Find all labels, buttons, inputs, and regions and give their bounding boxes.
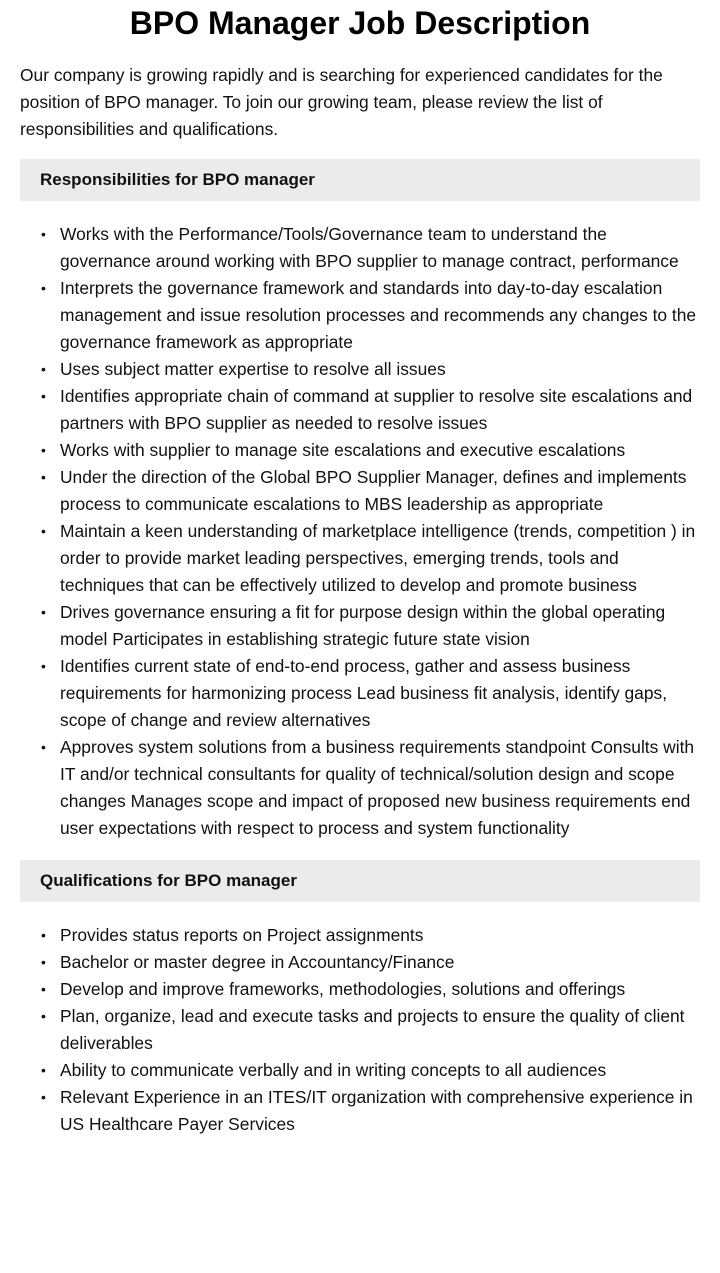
list-item-text: Under the direction of the Global BPO Supplier Manager, defines and implements process to communicate escalations to MBS leadership as appropriate xyxy=(60,467,687,514)
list-item-text: Relevant Experience in an ITES/IT organization with comprehensive experience in US Healthcare Payer Services xyxy=(60,1087,693,1134)
list-item-text: Works with supplier to manage site escalations and executive escalations xyxy=(60,440,626,460)
bullet-icon: • xyxy=(41,604,46,620)
list-item xyxy=(41,518,700,599)
bullet-icon: • xyxy=(41,1089,46,1105)
list-item-text: Develop and improve frameworks, methodologies, solutions and offerings xyxy=(60,979,626,999)
list-item xyxy=(41,949,700,976)
list-item-text: Identifies appropriate chain of command at supplier to resolve site escalations and partners with BPO supplier as needed to resolve issues xyxy=(60,386,693,433)
page-title: BPO Manager Job Description xyxy=(129,5,591,41)
list-item-text: Maintain a keen understanding of marketplace intelligence (trends, competition ) in order to provide market leading perspectives, emerging trends, tools and techniques that can be effectively utilized to develop and promote business xyxy=(60,521,696,595)
list-item xyxy=(41,1003,700,1057)
list-item-text: Ability to communicate verbally and in writing concepts to all audiences xyxy=(60,1060,607,1080)
responsibilities-header: Responsibilities for BPO manager xyxy=(20,159,700,201)
bullet-icon: • xyxy=(41,361,46,377)
bullet-icon: • xyxy=(41,658,46,674)
list-item-text: Approves system solutions from a business requirements standpoint Consults with IT and/or technical consultants for quality of technical/solution design and scope changes Manages scope and impact of proposed new business requirements end user expectations with respect to process and system functionality xyxy=(60,737,695,838)
qualifications-header: Qualifications for BPO manager xyxy=(20,860,700,902)
list-item xyxy=(41,1084,700,1138)
list-item xyxy=(41,734,700,842)
bullet-icon: • xyxy=(41,523,46,539)
list-item xyxy=(41,383,700,437)
list-item-text: Works with the Performance/Tools/Governance team to understand the governance around working with BPO supplier to manage contract, performance xyxy=(60,224,679,271)
bullet-icon: • xyxy=(41,442,46,458)
list-item-text: Provides status reports on Project assignments xyxy=(60,925,424,945)
list-item xyxy=(41,653,700,734)
list-item xyxy=(41,976,700,1003)
list-item-text: Uses subject matter expertise to resolve all issues xyxy=(60,359,446,379)
list-item xyxy=(41,464,700,518)
bullet-icon: • xyxy=(41,1062,46,1078)
list-item-text: Drives governance ensuring a fit for purpose design within the global operating model Participates in establishing strategic future state vision xyxy=(60,602,666,649)
bullet-icon: • xyxy=(41,739,46,755)
list-item-text: Identifies current state of end-to-end process, gather and assess business requirements for harmonizing process Lead business fit analysis, identify gaps, scope of change and review alternatives xyxy=(60,656,668,730)
responsibilities-list xyxy=(20,221,700,842)
list-item xyxy=(41,437,700,464)
bullet-icon: • xyxy=(41,1008,46,1024)
list-item xyxy=(41,275,700,356)
bullet-icon: • xyxy=(41,388,46,404)
list-item xyxy=(41,1057,700,1084)
list-item xyxy=(41,599,700,653)
bullet-icon: • xyxy=(41,469,46,485)
list-item xyxy=(41,221,700,275)
list-item-text: Plan, organize, lead and execute tasks and projects to ensure the quality of client deliverables xyxy=(60,1006,685,1053)
bullet-icon: • xyxy=(41,981,46,997)
list-item-text: Interprets the governance framework and standards into day-to-day escalation management and issue resolution processes and recommends any changes to the governance framework as appropriate xyxy=(60,278,697,352)
list-item xyxy=(41,922,700,949)
list-item-text: Bachelor or master degree in Accountancy/Finance xyxy=(60,952,455,972)
qualifications-list xyxy=(20,922,700,1138)
list-item xyxy=(41,356,700,383)
bullet-icon: • xyxy=(41,226,46,242)
bullet-icon: • xyxy=(41,927,46,943)
bullet-icon: • xyxy=(41,280,46,296)
intro-paragraph: Our company is growing rapidly and is searching for experienced candidates for the position of BPO manager. To join our growing team, please review the list of responsibilities and qualifications. xyxy=(20,65,663,139)
bullet-icon: • xyxy=(41,954,46,970)
